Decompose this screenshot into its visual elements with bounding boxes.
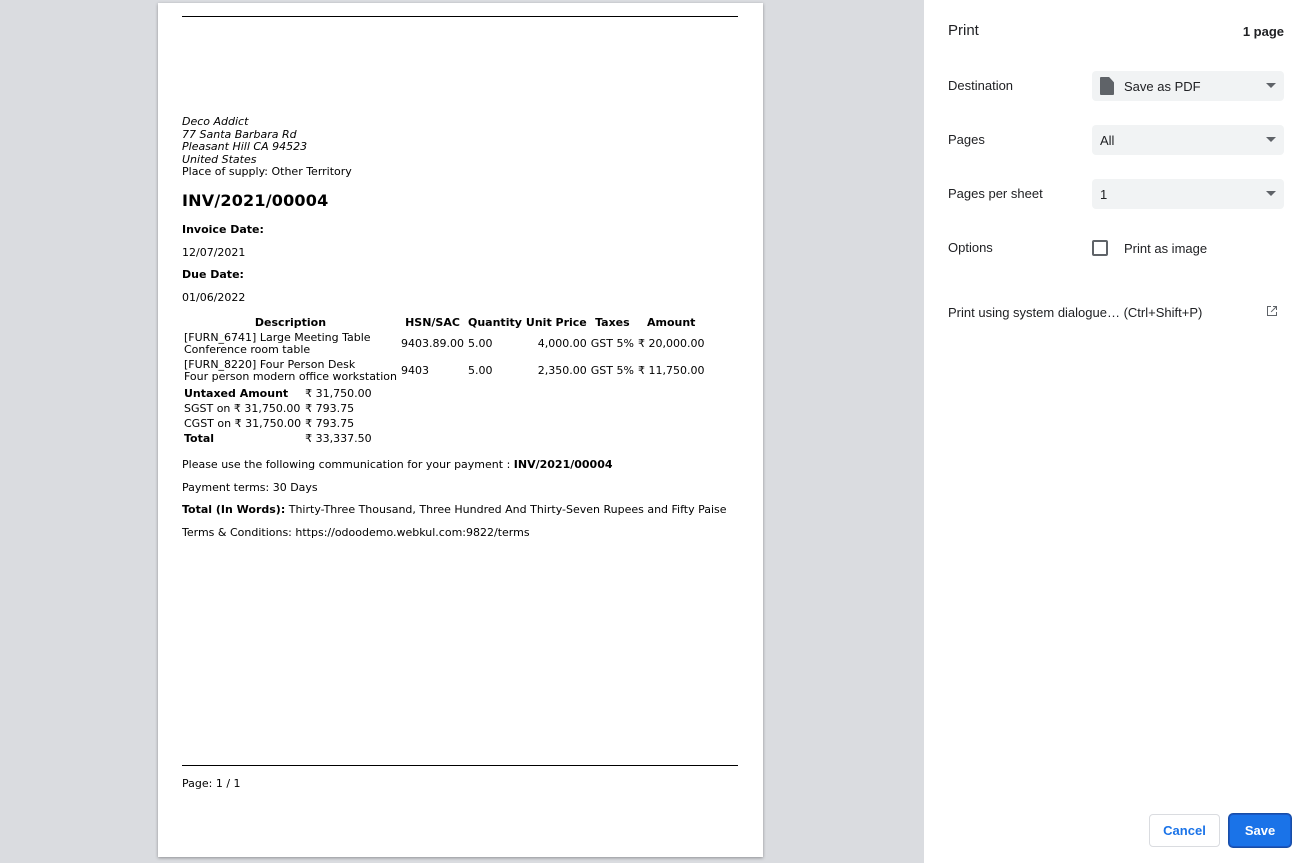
- col-description: Description: [254, 315, 327, 329]
- totals-row: [182, 386, 374, 401]
- line-hsn: 9403: [401, 363, 430, 377]
- system-dialog-link[interactable]: Print using system dialogue… (Ctrl+Shift+P): [948, 305, 1203, 320]
- footer-page-number: Page: 1 / 1: [182, 777, 241, 790]
- sgst-value: ₹ 793.75: [305, 402, 355, 415]
- print-settings-panel: [924, 0, 1307, 863]
- col-hsn: HSN/SAC: [405, 315, 460, 329]
- chevron-down-icon: [1266, 191, 1276, 196]
- customer-city: Pleasant Hill CA 94523: [182, 140, 308, 153]
- line-amount: ₹ 11,750.00: [637, 363, 705, 377]
- line-product: [FURN_8220] Four Person Desk: [184, 357, 356, 371]
- totals-row: [182, 431, 374, 446]
- total-in-words: [182, 503, 727, 516]
- invoice-lines-table: [182, 314, 706, 384]
- invoice-date: 12/07/2021: [182, 246, 246, 259]
- table-row: [182, 357, 706, 384]
- due-date-label: Due Date:: [182, 268, 244, 281]
- pages-select[interactable]: [1092, 125, 1284, 155]
- total-label: Total: [184, 432, 215, 445]
- cgst-label: CGST on ₹ 31,750.00: [184, 417, 302, 430]
- document-icon: [1100, 77, 1114, 95]
- col-unit-price: Unit Price: [525, 315, 587, 329]
- line-qty: 5.00: [468, 336, 493, 350]
- pages-per-sheet-value: 1: [1100, 186, 1108, 202]
- untaxed-value: ₹ 31,750.00: [305, 387, 372, 400]
- line-qty: 5.00: [468, 363, 493, 377]
- destination-label: Destination: [948, 78, 1014, 93]
- pages-per-sheet-label: Pages per sheet: [948, 186, 1043, 201]
- table-row: [182, 330, 706, 357]
- line-amount: ₹ 20,000.00: [637, 336, 705, 350]
- total-words-label: Total (In Words):: [182, 503, 286, 516]
- footer-rule: [182, 765, 738, 766]
- place-of-supply: Place of supply: Other Territory: [182, 165, 352, 178]
- line-description: [182, 357, 399, 384]
- customer-country: United States: [182, 152, 257, 166]
- page-count: 1 page: [1242, 24, 1284, 39]
- col-taxes: Taxes: [595, 315, 630, 329]
- chevron-down-icon: [1266, 83, 1276, 88]
- line-product: [FURN_6741] Large Meeting Table: [184, 330, 371, 344]
- line-hsn: 9403.89.00: [401, 336, 464, 350]
- total-value: ₹ 33,337.50: [305, 432, 372, 445]
- invoice-number: INV/2021/00004: [182, 191, 329, 210]
- table-header-row: [182, 314, 706, 330]
- terms-conditions: Terms & Conditions: https://odoodemo.webkul.com:9822/terms: [182, 526, 530, 539]
- open-in-new-icon[interactable]: [1266, 305, 1278, 317]
- line-unit-price: 2,350.00: [537, 363, 587, 377]
- untaxed-label: Untaxed Amount: [184, 387, 289, 400]
- sgst-label: SGST on ₹ 31,750.00: [184, 402, 301, 415]
- communication-ref: INV/2021/00004: [513, 458, 613, 471]
- total-words-value: Thirty-Three Thousand, Three Hundred And Thirty-Seven Rupees and Fifty Paise: [285, 503, 727, 516]
- print-as-image-label[interactable]: Print as image: [1124, 241, 1208, 256]
- options-label: Options: [948, 240, 993, 255]
- destination-select[interactable]: [1092, 71, 1284, 101]
- line-detail: Conference room table: [184, 342, 311, 356]
- col-amount: Amount: [646, 315, 696, 329]
- line-description: [182, 330, 399, 357]
- totals-row: [182, 401, 374, 416]
- customer-street: 77 Santa Barbara Rd: [182, 127, 297, 141]
- line-detail: Four person modern office workstation: [184, 369, 398, 383]
- communication-text: Please use the following communication for your payment :: [182, 458, 514, 471]
- line-unit-price: 4,000.00: [537, 336, 587, 350]
- totals-table: [182, 386, 374, 446]
- cancel-button[interactable]: Cancel: [1149, 814, 1220, 847]
- due-date: 01/06/2022: [182, 291, 246, 304]
- pages-label: Pages: [948, 132, 985, 147]
- invoice-date-label: Invoice Date:: [182, 223, 264, 236]
- line-taxes: GST 5%: [590, 363, 634, 377]
- line-taxes: GST 5%: [590, 336, 634, 350]
- invoice-page: [158, 3, 763, 857]
- save-button[interactable]: Save: [1229, 814, 1291, 847]
- print-as-image-checkbox[interactable]: [1092, 240, 1108, 256]
- chevron-down-icon: [1266, 137, 1276, 142]
- panel-title: Print: [948, 22, 979, 39]
- payment-communication: [182, 458, 613, 471]
- payment-terms: Payment terms: 30 Days: [182, 481, 318, 494]
- col-quantity: Quantity: [468, 315, 522, 329]
- customer-address: [182, 116, 352, 179]
- destination-value: Save as PDF: [1124, 78, 1201, 94]
- pages-per-sheet-select[interactable]: [1092, 179, 1284, 209]
- cgst-value: ₹ 793.75: [305, 417, 355, 430]
- customer-name: Deco Addict: [182, 115, 249, 128]
- totals-row: [182, 416, 374, 431]
- pages-value: All: [1100, 132, 1115, 148]
- header-rule: [182, 16, 738, 17]
